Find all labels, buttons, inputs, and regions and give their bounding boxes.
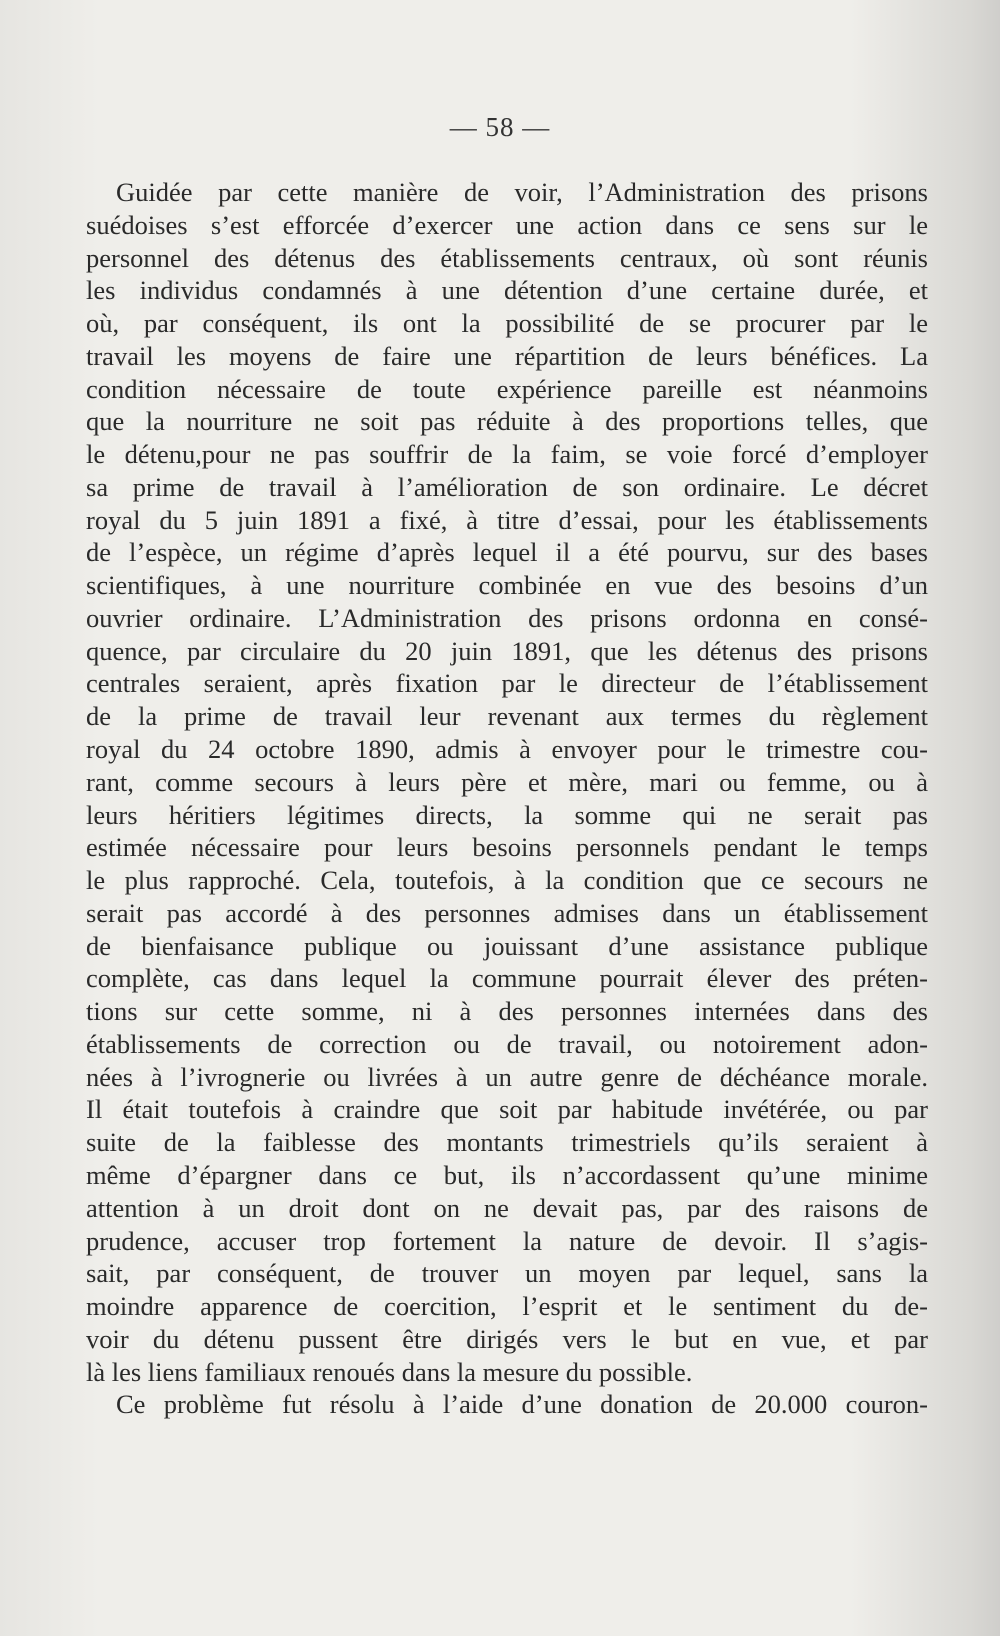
text-line: établissements de correction ou de travail, ou notoirement adon-: [86, 1028, 928, 1059]
text-line: royal du 24 octobre 1890, admis à envoyer pour le trimestre cou-: [86, 734, 928, 765]
text-line: tions sur cette somme, ni à des personnes internées dans des: [86, 996, 928, 1027]
text-line: le détenu,pour ne pas souffrir de la faim, se voie forcé d’employer: [86, 439, 928, 470]
text-line: royal du 5 juin 1891 a fixé, à titre d’essai, pour les établissements: [86, 504, 928, 535]
text-line: attention à un droit dont on ne devait pas, par des raisons de: [86, 1192, 928, 1223]
text-line: ouvrier ordinaire. L’Administration des prisons ordonna en consé-: [86, 602, 928, 633]
text-line: Ce problème fut résolu à l’aide d’une donation de 20.000 couron-: [116, 1389, 928, 1420]
text-line: suite de la faiblesse des montants trimestriels qu’ils seraient à: [86, 1127, 928, 1158]
text-line: serait pas accordé à des personnes admises dans un établissement: [86, 897, 928, 928]
text-line: moindre apparence de coercition, l’esprit et le sentiment du de-: [86, 1291, 928, 1322]
text-line: de bienfaisance publique ou jouissant d’une assistance publique: [86, 930, 928, 961]
text-line: les individus condamnés à une détention d’une certaine durée, et: [86, 275, 928, 306]
text-line: rant, comme secours à leurs père et mère, mari ou femme, ou à: [86, 766, 928, 797]
text-line: même d’épargner dans ce but, ils n’accordassent qu’une minime: [86, 1159, 928, 1190]
text-line: le plus rapproché. Cela, toutefois, à la condition que ce secours ne: [86, 865, 928, 896]
page-number: — 58 —: [449, 112, 551, 142]
text-line: suédoises s’est efforcée d’exercer une action dans ce sens sur le: [86, 209, 928, 240]
text-line: de la prime de travail leur revenant aux termes du règlement: [86, 701, 928, 732]
text-line: quence, par circulaire du 20 juin 1891, que les détenus des prisons: [86, 635, 928, 666]
text-line: leurs héritiers légitimes directs, la somme qui ne serait pas: [86, 799, 928, 830]
text-line: nées à l’ivrognerie ou livrées à un autre genre de déchéance morale.: [86, 1061, 928, 1092]
text-line: Guidée par cette manière de voir, l’Administration des prisons: [116, 177, 928, 207]
text-line: sait, par conséquent, de trouver un moyen par lequel, sans la: [86, 1258, 928, 1289]
text-line: là les liens familiaux renoués dans la mesure du possible.: [86, 1356, 693, 1387]
text-line: complète, cas dans lequel la commune pourrait élever des préten-: [86, 963, 928, 994]
body-text: [86, 176, 928, 1421]
text-line: estimée nécessaire pour leurs besoins personnels pendant le temps: [86, 832, 928, 863]
text-line: scientifiques, à une nourriture combinée en vue des besoins d’un: [86, 570, 928, 601]
text-line: personnel des détenus des établissements centraux, où sont réunis: [86, 242, 928, 273]
text-line: prudence, accuser trop fortement la nature de devoir. Il s’agis-: [86, 1225, 928, 1256]
text-line: travail les moyens de faire une répartition de leurs bénéfices. La: [86, 340, 928, 371]
text-line: de l’espèce, un régime d’après lequel il a été pourvu, sur des bases: [86, 537, 928, 568]
text-line: où, par conséquent, ils ont la possibilité de se procurer par le: [86, 308, 928, 339]
text-line: sa prime de travail à l’amélioration de son ordinaire. Le décret: [86, 471, 928, 502]
text-line: Il était toutefois à craindre que soit par habitude invétérée, ou par: [86, 1094, 928, 1125]
text-line: que la nourriture ne soit pas réduite à des proportions telles, que: [86, 406, 928, 437]
text-line: condition nécessaire de toute expérience pareille est néanmoins: [86, 373, 928, 404]
text-line: voir du détenu pussent être dirigés vers le but en vue, et par: [86, 1323, 928, 1354]
text-line: centrales seraient, après fixation par le directeur de l’établissement: [86, 668, 928, 699]
